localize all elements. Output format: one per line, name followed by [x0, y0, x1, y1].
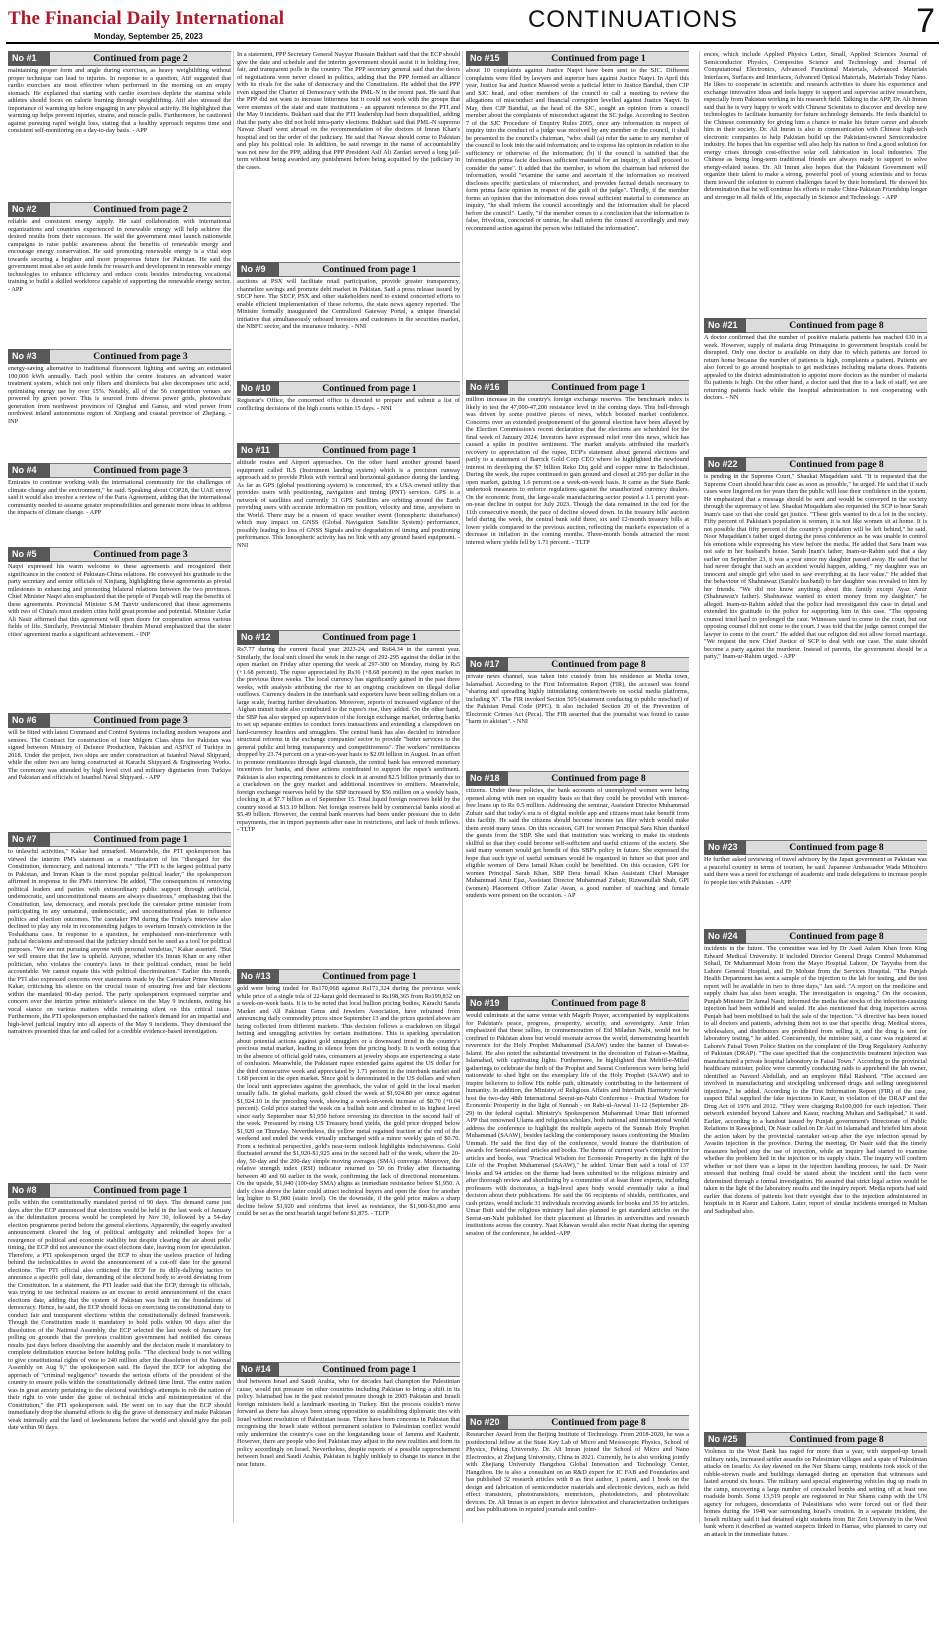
column-1 — [8, 51, 231, 1523]
continuation-article — [466, 51, 689, 377]
article-body: auctions at PSX will facilitate retail participation, provide greater transparency, channelize savings and promote debt market in Pakistan. Said a press release issued by SECP here. The SECP, PSX and other stakeholders need to extend concerted efforts to enable efficient implementation of these reforms, the state news agency reported. The Minister formally inaugurated the Centralized Gateway Portal, a unique financial initiative that simultaneously onboard investors and customers in the securities market, the NBFC sector, and the insurance industry. - NNI — [237, 278, 460, 330]
continuation-article — [237, 381, 460, 440]
continuation-article — [466, 771, 689, 993]
continuation-article — [8, 463, 231, 544]
continuation-article — [237, 262, 460, 378]
section-title: CONTINUATIONS — [528, 6, 738, 33]
article-header — [237, 969, 460, 984]
article-number: No #14 — [237, 1362, 279, 1377]
article-header — [237, 443, 460, 458]
article-body: incidents in the future. The committee was led by Dr Asad Aslam Khan from King Edward Medical University. It included Director General Drugs Control Muhammad Sohail, Dr Muhammad Moin from the Mayo Hospital Lahore, Dr Tayyaba from the Lahore General Hospital, and Dr Mohsin from the Services Hospital. "The Punjab Health Department has sent a sample of the injection to the lab for testing, and the test report will be available in two to three days," Jan said. "A report on the medicine and supply chain has also been sought. The investigation is ongoing." On the occasion, Punjab Minister Dr Jamal Nasir, informed the media that stocks of the infection-causing injection had been withheld and sealed. He also mentioned that drug inspectors across Punjab had been mobilised to halt the sale of the injection. "A directive has been issued to all doctors and patients, advising them not to use that specific drug. Medical stores, wholesalers, and distributors are prohibited from selling it, and the drug is sent for laboratory testing," he added. Concurrently, the minister said, a case was registered at Lahore's Faisal Town Police Station on the complaint of the Drug Regulatory Authority of Pakistan (DRAP). "The case specified that the conjunctivitis treatment injection was manufactured a private hospital laboratory in Faisal Town." According to the provincial healthcare minister, police were currently conducting raids to apprehend the lab owner, identified as Naveed Abdullah, and an employee Bilal Rasheed. "The accused are involved in manufacturing and stockpiling unlicensed drugs and selling unregistered injections," he added. According to the First Information Report (FIR) of the case, suspect Bilal supplied the fake injections in Kasur, in violation of the DRAP and the Drug Act of 1976 and 2012. "They were charging Rs100,000 for each injection. Their network extended beyond Lahore and Kasur, reaching Multan and Sadiqabad," it said. Earlier, according to a handout issued by Punjab government's Directorate of Public Relations in Rawalpindi, Dr Nasir called on Dr Asif in Islamabad and briefed him about the action taken by the provincial caretaker set-up after the eye infection spread by Avastin injection in the province. During the meeting, Dr Nasir said that the timely measures helped stop the use of injection, while an inquiry had started to examine whether the problem lied in the injection or its supply chain. The inquiry will confirm whether or not there was a lapse in the injection handling process, he said. Dr Nasir stressed that nothing final could be stated about the incident until the facts were determined through a formal investigation. He assured that strict legal action would be taken in the light of the laboratory results and the inquiry report. Media reports had said earlier that dozens of patients lost their eyesight due to the injection administered in hospitals in in Kasur and Lahore. Later, report of similar incidents emerged in Multan and Sadiqabad also. — [704, 945, 927, 1215]
article-number: No #24 — [704, 929, 746, 944]
article-header — [237, 630, 460, 645]
continued-from-label: Continued from page 8 — [746, 457, 927, 472]
article-number: No #11 — [237, 443, 279, 458]
masthead — [6, 4, 939, 44]
article-header — [704, 929, 927, 944]
continued-from-label: Continued from page 1 — [279, 969, 460, 984]
column-divider — [699, 51, 700, 1523]
article-header — [466, 657, 689, 672]
article-number: No #15 — [466, 51, 508, 66]
continued-from-label: Continued from page 2 — [50, 51, 231, 66]
continuation-article — [466, 996, 689, 1412]
article-number: No #1 — [8, 51, 50, 66]
continued-from-label: Continued from page 8 — [746, 1432, 927, 1447]
column-2 — [237, 51, 460, 1523]
continued-from-label: Continued from page 1 — [50, 832, 231, 847]
article-body: Rs7.77 during the current fiscal year 2023-24, and Rs64.34 in the current year. Similarly, the local unit closed the week in the range of 292-295 against the dollar in the open market on Friday after opening the week at 297-300 on Monday, rising by Rs5 (+1.68 percent). The rupee appreciated by Rs36 (+8.68 percent) in the open market in the previous three weeks. The local currency has significantly gained in the past three weeks, with analysts attributing the rise to an ongoing crackdown on illegal dollar outflows. Currency dealers in the interbank said exporters have been selling dollars on a large scale, fearing further devaluation. Moreover, reports of increased vigilance of the Afghan transit trade also contributed to the rupee's rise, they added. On the other hand, the SBP has also stepped up supervision of the foreign exchange market, ordering banks to set up separate entities to conduct forex transactions and extending a clampdown on hard-currency hoarders and smugglers. The central bank has also decided to introduce structural reforms in the exchange companies' sector to provide "better services to the general public and bring transparency and competitiveness". The workers' remittances dropped by 23.74 percent on a year-on-year basis to $2.09 billion in August. In an effort to promote remittances through legal channels, the central bank has removed monetary incentives for banks, and these actions contributed to support the rupee's sentiment. Pakistan is also expecting remittances to clock in at around $2.5 billion primarily due to a crackdown on the grey market and additional incentives to emitters. Meanwhile, foreign exchange reserves held by the SBP increased by $56 million on a weekly basis, clocking in at $7.7 billion as of September 15. Total liquid foreign reserves held by the country stood at $13.19 billion. Net foreign reserves held by commercial banks stood at $5.49 billion. However, the central bank reserves had been under pressure due to debt repayments, rise in import payments after ease in restrictions, and lack of fresh inflows. - TLTP — [237, 646, 460, 833]
article-header — [8, 349, 231, 364]
article-number: No #23 — [704, 840, 746, 855]
continued-from-label: Continued from page 8 — [508, 771, 689, 786]
article-body: citizens. Under these policies, the bank accounts of unemployed women were being opened along with men on equality basis so that they could be provided with interest-free loans up to Rs 0.5 million. Addressing the seminar, Assistant Director Muhammad Zubair said that today's era is of digital mobile app and citizens must take benefit from this facility. He said the citizens should become income tax filer which would make them avoid many taxes. On this occasion, GPI for women Principal Sara Khan thanked the guests from the SBP. She said that institution was working to make its students skillful so that they could become self-sufficient and useful citizens of the society. She said many women would get benefit of this SBP's policy in future. She expressed the hope that such type of useful seminars would be organized in future so that poor and eligible women of Dera Ismail Khan could be benefitted. On this occasion, GPI for women Principal Sarah Khan, SBP Dera Ismail Khan Assistant Chief Manager Muhammad Amir Ejaz, Assistant Director Muhammad Zubair, Rizwanullah Shah, GPI (women) Placement Officer Zafar Awan, a good number of teaching and female students were present on the occasion. - AP — [466, 787, 689, 899]
article-number: No #12 — [237, 630, 279, 645]
article-header — [466, 51, 689, 66]
article-number: No #2 — [8, 202, 50, 217]
article-body: is pending in the Supreme Court," Shaukat Muqaddam said. "It is requested that the Supreme Court should hear this case as soon as possible," he urged. He said that if such cases were lingered on for years then the public will lose their confidence in the system. He emphasized that a message should be sent and would be conveyed in the society through the supremacy of law. Shaukat Muqaddam also requested the SCP to hear Sarah Inam's case so that she could get justice. "These girls wanted to do a lot in the society. Fifty percent of Pakistan's population is women, it is not like women sit at home. It is not possible that fifty percent of the country's population will be left behind," he said. Noor Muqaddam's father urged during the press conference as he was unable to control his emotions while expressing his view before the media. He added that Sara Inam was not safe in her husband's house. Sarah Inam's father, Inam-ur-Rahim said that a day earlier on September 23, it was a year since my daughter passed away. He said that he had never thought that such an accident would happen, adding, " my daughter was an innocent and simple girl who used to saw everything at its face value." He added that the behaviour of Shahnawaz (Sarah's husband) to her daughter was revealed to him by her friends. "We did not know anything about this family except Ayaz Amir (Shahnawaz's father). Shahnawaz wanted to extort money from my daughter," he alleged. Inam-ur-Rahim added that the police had investigated this case in detail and extended his gratitude to the police for supporting him in this case. "The opposing counsel tried hard to prolonged the case. Witnesses used to come to the court, but our opposing counsel did not come to the court. I was told that the judge cannot compel the lawyer to come to the court." He added that our religion did not allow forced marriage. "We request the new Chief Justice of SCP to deal with our case. The state should become a party against the murderer. Instead of parents, the government should be a party," Inam-ur-Rahim urged. - APP — [704, 473, 927, 660]
article-body: will be fitted with latest Command and Control Systems including modern weapons and sensors. The Contract for construction of four Milgem Class ships for Pakistan was signed between Ministry of Defence Production, Pakistan and ASFAT of Turkiye in 2018. Under the project, two ships are under construction at Istanbul Naval Shipyard, while the other two are being constructed at Karachi Shipyard & Engineering Works. The ceremony was attended by high level civil and military dignitaries from Turkiye and Pakistan and officials of Istanbul Naval Shipyard. - APP — [8, 729, 231, 781]
article-header — [8, 547, 231, 562]
article-header — [466, 996, 689, 1011]
article-header — [8, 713, 231, 728]
continued-from-label: Continued from page 8 — [746, 318, 927, 333]
article-number: No #6 — [8, 713, 50, 728]
article-number: No #21 — [704, 318, 746, 333]
article-body: about 10 complaints against Justice Naqvi have been sent to the SJC. Different complaints were filed by lawyers and superior bars against Justice Naqvi. In April this year, Justice Isa and Justice Masood wrote a judicial letter to Justice Bandial, then CJP and SJC head, and other members of the council to call a meeting to review the allegations of misconduct and financial corruption levelled against Justice Naqvi. In May, then CJP Bandial, as the head of the SJC, sought an opinion from a council member about the complaints of misconduct against the SC judge. According to Section 7 of the SJC Procedure of Enquiry Rules 2005, once any information in respect of inquiry into the conduct of a judge was received by any member or the council, it shall be presented to the council's chairman, "who: shall (a) refer the same to any member of the council to look into the said information; and to express his opinion in relation to the sufficiency or otherwise of the information; (b) if the council is satisfied that the information prima facie discloses sufficient material for an inquiry, it shall proceed to consider the same". It added that the member, to whom the chairman had referred the information, would "examine the same and ascertain if the information so received discloses specific particulars of misconduct, and provides factual details necessary to form prima facie opinion in respect of the guilt of the judge". Thirdly, if the member forms an opinion that the information does reveal sufficient material to commence an inquiry, "he shall inform the council accordingly and the information shall be placed before the council". Lastly, "if the member comes to a conclusion that the information is false, frivolous, concocted or untrue, he shall inform the council accordingly and may recommend action against the person who initiated the information". — [466, 67, 689, 232]
article-header — [704, 840, 927, 855]
article-body: A doctor confirmed that the number of positive malaria patients has reached 630 in a week. However, supply of malaria drug Primaquine to government hospitals could be disrupted. Only one doctor is available on duty due to which patients are forced to return home because the number of patients is high, complaints a patient. Patients are also forced to go around hospitals to get medicines including malaria doses. Patients appealed to the district administration to appoint more doctors as the number of malaria flu patients is high. On the other hand, a doctor said that due to a lack of staff, we are returning patients back while the hospital administration is not cooperating with doctors. - NN — [704, 334, 927, 401]
continuation-article — [704, 457, 927, 837]
article-body: altitude routes and Airport approaches. On the other hand another ground based equipment called ILS (Instrument landing system) which is a precision runway approach aid to provide Pilots with vertical and horizontal guidance during the landing. As far as GPS (global positioning system) is concerned, it's a USA owned utility that provides users with positioning, navigation and timing (PNT) services. GPS is a network of satellites and currently 31 GPS Satellites are orbiting around the Earth providing users with accurate information on position, velocity and time, anywhere in the World. There may be a reason of space weather event (Ionospheric disturbance) which may impact on GNSS (Global Navigation Satellite System) performance, possibly leading to loss of GNSS Signals and/or degradation of timing and positioning performance. This Ionospheric activity has no link with any ground based equipment. - NNI — [237, 459, 460, 549]
continuation-article — [466, 380, 689, 654]
article-body: polls within the constitutionally mandated period of 90 days. The demand came just days after the ECP announced that elections would be held in the last week of January as the delimitation process would be completed by Nov 30, followed by a 54-day election programme period before the general elections. Apparently, the eagerly awaited announcement cleared the fog of political ambiguity and rekindled hopes for a resurgence of political and economic stability but despite clearing the air about polls' timing, the ECP did not announce the exact elections date, leaving room for speculation. Therefore, a PTI spokesperson urged the ECP to shun the useless practice of hiding behind the technicalities to avoid the announcement of a cut-off date for the general elections. The PTI official also criticised the ECP for its dilly-dallying tactics to announce a specific poll date, demanding of the electoral body to avoid deviating from the Constitution. In a statement, the PTI leader said that the ECP, through its officials, was trying to use technical reasons as an excuse to avoid announcement of the exact elections date, adding that the system of Pakistan was built on the foundations of democracy. Hence, he said, the ECP should focus on exercising its constitutional duty to conduct fair and transparent elections within the constitutionally defined framework. Though the Constitution made it mandatory to hold polls within 90 days after the dissolution of the National Assembly, the ECP selected the last week of January for polling on grounds that the previous coalition government had notified the census results just days before dissolving the assembly and the decision made it mandatory to complete delimitation exercise before holding polls. "The electoral body is not willing to give constitutional rights of vote to 240 million after the dissolution of the National Assembly on Aug 9," the spokesperson said. He flayed the ECP for adopting the approach of "criminal negligence" towards the serious efforts of the president of the country to ensure polls within the constitutionally defined time limit. The entire nation was in great anxiety pertaining to the electoral watchdog's attempts to rob the nation of their right to vote under the guise of technical tricks and misinterpretation of the Constitution," the PTI spokesperson said. He went on to say that the ECP should immediately drop the shameful efforts to dig the grave of democracy and make Pakistan weak internally and the land of lawlessness before the world and should give the poll date within 90 days. — [8, 1199, 231, 1431]
article-header — [237, 1362, 460, 1377]
continued-from-label: Continued from page 1 — [508, 380, 689, 395]
article-header — [8, 202, 231, 217]
continued-from-label: Continued from page 1 — [279, 443, 460, 458]
article-header — [704, 1432, 927, 1447]
continued-from-label: Continued from page 8 — [508, 996, 689, 1011]
article-number: No #16 — [466, 380, 508, 395]
continuation-article — [8, 51, 231, 199]
article-number: No #20 — [466, 1415, 508, 1430]
continuation-article — [704, 1432, 927, 1628]
article-body: energy-saving alternative to traditional fluorescent lighting and saving an estimated 100,000 kWh annually. Each pool within the centre features an advanced water treatment system, which not only filters and disinfects but also decomposes uric acid, optimising energy use by over 15%. Notably, all of the 56 competition venues are powered by green power. This is sourced from diverse power grids, photovoltaic generation from northwest provinces of Qinghai and Gansu, and wind power from northwest inland autonomous region of Xinjiang and coastal province of Zhejiang. - INP — [8, 365, 231, 425]
continuation-article — [8, 349, 231, 460]
article-header — [8, 463, 231, 478]
article-body: deal between Israel and Saudi Arabia, who for decades had champion the Palestinian cause, would put pressure on other countries including Pakistan to bring a shift in its policy. Islamabad has in the past resisted pressure though in 2005 Pakistan and Israeli foreign ministers held a landmark meeting in Turkey. But the process couldn't move forward as there has always been strong opposition to establishing diplomatic ties with Israel without resolution of Palestinian issue. There have been concerns in Pakistan that recognising the Israeli state without permanent solution to Palestinian conflict would only undermine the country's case on the longstanding issue of Jammu and Kashmir. However, there are people who feel Pakistan may adjust to the new realities and form its policy accordingly on Israel. Nevertheless, despite reports of a possible rapprochement between Israel and Saudi Arabia, Pakistan is highly unlikely to change its stance in the near future. — [237, 1378, 460, 1468]
continued-from-label: Continued from page 8 — [746, 929, 927, 944]
column-divider — [233, 51, 234, 1523]
article-header — [704, 457, 927, 472]
publication-name: The Financial Daily International — [8, 8, 285, 29]
continued-from-label: Continued from page 1 — [279, 381, 460, 396]
continuation-article — [8, 713, 231, 829]
article-number: No #7 — [8, 832, 50, 847]
article-body: reliable and consistent energy supply. He said collaboration with international organizations and countries experienced in renewable energy will help achieve the desired results from their successes. He said the government must launch nationwide campaigns to raise public awareness about the benefits of renewable energy and encourage energy conservation. He said promoting renewable energy is a vital step towards securing a brighter and more prosperous future for Pakistan. He said the government must also set aside funds for research and development in renewable energy technologies to enhance efficiency and reduce costs besides introducing vocational training to build a skilled workforce capable of supporting the renewable energy sector. - APP — [8, 218, 231, 293]
continued-from-label: Continued from page 1 — [50, 1183, 231, 1198]
continuation-article — [8, 832, 231, 1180]
article-number: No #5 — [8, 547, 50, 562]
article-header — [8, 1183, 231, 1198]
continued-from-label: Continued from page 3 — [50, 713, 231, 728]
article-body: Naqvi expressed his warm welcome to these agreements and recognized their significance in the context of Pakistan-China relations. He conveyed his gratitude to the party secretary and senior officials of Xinjiang, highlighting these agreements as pivotal milestones in enhancing and promoting bilateral relations between the two provinces. Chief Minister Naqvi also emphasized that the people of Punjab will reap the benefits of these agreements. Provincial Minister S.M Tanvir underscored that these agreements with two of China's most modern cities hold great promise and potential. Minister Azfar Ali Nasir affirmed that this agreement will open doors for cooperation across various fields of life. Similarly, Provincial Minister Ibrahim Murad emphasized that the sister cities' agreement marks a significant achievement. - INP — [8, 563, 231, 638]
continued-from-label: Continued from page 3 — [50, 463, 231, 478]
continued-from-label: Continued from page 3 — [50, 349, 231, 364]
article-header — [8, 832, 231, 847]
continued-from-label: Continued from page 8 — [508, 657, 689, 672]
continuation-article — [704, 929, 927, 1429]
continued-from-label: Continued from page 1 — [279, 630, 460, 645]
continued-from-label: Continued from page 1 — [279, 1362, 460, 1377]
continuation-article — [704, 840, 927, 926]
article-body: maintaining proper form and angle during exercises, as heavy weightlifting without proper technique can lead to injuries. In response to a question, Atif suggested that cardio exercises are most effective when performed in the morning on an empty stomach. He explained that starting with cardio exercises deplete the stamina while athletes should focus on calorie burning through weightlifting. Atif also stressed the importance of warming up before engaging in any physical activity. He highlighted that warming up helps prevent injuries, strains, and muscle pulls. Furthermore, he cautioned against pursuing rapid weight loss, stating that a healthy approach requires time and consistent self-monitoring on a day-to-day basis. - APP — [8, 67, 231, 134]
continuation-article — [237, 630, 460, 966]
article-number: No #8 — [8, 1183, 50, 1198]
article-header — [237, 381, 460, 396]
continued-text: In a statement, PPP Secretary General Nayyar Hussain Bukhari said that the ECP should give the date and schedule and the interim government should assist it in holding free, fair, and transparent polls in the country. The PPP secretary general said that the doors of negotiations were never closed in politics, adding that the PPP formed an alliance with its rivals for the sake of democracy and the Constitution. He added that the PPP even signed the Charter of Democracy with the PML-N in the recent past. He said that the PPP did not want to increase bitterness but it could not work with the groups that were enemies of the state and state institutions - an apparent reference to the PTI and the May 9 incidents. Bukhari said that the PTI leadership had been disqualified, adding that the party also did not hold intra-party elections. Bukhari said that PML-N supremo Nawaz Sharif went abroad on the recommendation of the doctors of Imran Khan's hospital and on the order of the judiciary. He said that Nawaz should come to Pakistan and play his political role. In addition, he said revenge in the name of accountability was not new for the PPP, adding that PPP President Asif Ali Zardari served a long jail-term without being awarded any punishment before being acquitted by the judiciary in the cases. — [237, 51, 460, 171]
continuation-article — [237, 443, 460, 627]
article-number: No #25 — [704, 1432, 746, 1447]
article-number: No #4 — [8, 463, 50, 478]
article-body: He further asked reviewing of travel advisory by the Japan government as Pakistan was a peaceful country in terms of tourism, he said. Japanese Ambassador Wada Mitsuhiro said there was a need for exchange of academic and trade delegations to increase people to people ties with Pakistan. - APP — [704, 856, 927, 886]
article-number: No #18 — [466, 771, 508, 786]
continued-text: ences, which include Applied Physics Letter, Small, Applied Sciences Journal of Semiconductor Physics, Composites Science and Technology and Journal of Computational Electronics, Advanced Functional Materials, Advanced Materials Interfaces, Surfaces and Interfaces, Advanced Optical Materials, Materials Today Nano. He likes to cooperate in scientific and research activities to share his experience and exchange innovative ideas and feels happy to support and supervise active researchers, especially from Pakistan working in his research field. Talking to the APP, Dr. Ali Imran said that he is very happy to work with Chinese Scientists to discover and develop new technologies to facilitate humanity for future technology demands. He feels thankful to the Chinese community for giving him a chance to make his future career and absorb him in their society. Dr. Ali Imran is also in communication with Chinese high-tech electronic companies to help Pakistan build up the Pakistani-owned Semiconductor industry. He hopes that his expertise will also help his nation to find a good solution for energy crises through cost-effective solar cell fabrication in local industries. The Chinese as being long-term traditional friends are always ready to support to solve energy-related issues. Dr. Ali Imran also hopes that the Pakistani Government will organize their talent to make a strong, powerful pool of young scientists and to focus them toward the solution to current challenges faced by their homeland. He showed his determination that he will continue his efforts to make China-Pakistan Friendship longer and stronger in all fields of life, especially in Science and Technology. - APP — [704, 51, 927, 201]
continued-from-label: Continued from page 2 — [50, 202, 231, 217]
continuation-article — [237, 1362, 460, 1548]
article-body: Violence in the West Bank has raged for more than a year, with stepped-up Israeli military raids, increased settler assaults on Palestinian villages and a spate of Palestinian attacks on Israelis. As day dawned on the Nur Shams camp, residents took stock of the rubble-strewn roads and buildings damaged during an operation that witnesses said lasted around six hours. The military said special engineering vehicles dug up roads in the camp, uncovering a large number of concealed bombs and setting off at least one roadside bomb. Some 13,519 people are registered in Nur Shams camp with the UN agency for refugees, descendants of Palestinians who were forced out or fled their homes during the 1948 war surrounding Israel's creation. In a separate incident, the Israeli military said it had detained eight students from Bir Zeit University in the West bank whom it described as wanted suspects linked to Hamas, who planned to carry out an attack in the immediate future. — [704, 1448, 927, 1538]
article-body: private news channel, was taken into custody from his residence at Media town, Islamabad. According to the First Information Report (FIR), the accused was found "sharing and spreading highly intimidating content/tweets on social media platforms, including X". The FIR invoked Section 505 (statement conducing to public mischief) of the Pakistan Penal Code (PPC). It also included Section 20 of the Prevention of Electronic Crimes Act (Peca). The FIR asserted that the journalist was found to cause "harm to akistan". - NNI — [466, 673, 689, 725]
article-header — [237, 262, 460, 277]
article-header — [466, 380, 689, 395]
issue-date: Monday, September 25, 2023 — [94, 32, 203, 41]
continuation-article — [237, 969, 460, 1359]
article-body: Emirates to continue working with the international community for the challenges of climate change and the environment," he said. Speaking about COP28, the UAE envoy said it would also involve a review of the Paris Agreement, adding that the international community needed to assume greater responsibilities and generate more ideas to address the impacts of climate change. - APP — [8, 479, 231, 516]
column-divider — [462, 51, 463, 1523]
article-number: No #3 — [8, 349, 50, 364]
article-number: No #17 — [466, 657, 508, 672]
continued-from-label: Continued from page 1 — [279, 262, 460, 277]
article-number: No #9 — [237, 262, 279, 277]
article-number: No #13 — [237, 969, 279, 984]
column-3 — [466, 51, 689, 1523]
continued-from-label: Continued from page 3 — [50, 547, 231, 562]
column-4 — [704, 51, 927, 1538]
article-header — [8, 51, 231, 66]
continuation-article — [704, 318, 927, 454]
article-body: Registrar's Office, the concerned office is directed to prepare and submit a list of conflicting decisions of the high courts within 15 days. - NNI — [237, 397, 460, 412]
continued-from-label: Continued from page 8 — [746, 840, 927, 855]
article-body: would culminate at the same venue with Magrib Prayer, accompanied by supplications for Pakistan's peace, progress, prosperity, security, and sovereignty. Amir Irfan emphasized that these rallies, in commemoration of Eid Miladun Nabi, would not be confined to Pakistan alone but would resonate across the world, demonstrating heartfelt reverence for the Holy Prophet Muhammad (SAAW) under the banner of Dawat-e-Islami. He also noted the substantial investment in the decoration of Faizan-e-Madina, Islamabad, with captivating lights. Furthermore, he highlighted that Mehfil-e-Milad gatherings to celebrate the birth of the Prophet and Seerat Conferences were being held nationwide to shed light on the exemplary life of the Holy Prophet (SAAW) and to inspire believers to follow His noble path, ultimately contributing to the betterment of humanity. In addition, the Ministry of Religious Affairs and Interfaith Harmony would host the two-day 48th International Seerat-un-Nabi Conference - Practical Wisdom for Economic Prosperity in the light of Sunnah - on Rabi-ul-Awwal 11-12 (September 28-29) in the federal capital. Ministry's Spokesperson Muhammad Umar Butt informed APP that renowned Ulama and religious scholars, both national and international would address the conference to highlight the multiple aspects of the Sunnah Holy Prophet Muhammad (SAAW), besides tackling the contemporary issues confronting the Muslim Ummah. He said the first day of the conference, would feature the distribution of awards for Seerat-related articles and books. The theme of current year's competition for articles and books, was "Practical Wisdom for Economic Prosperity in the light of the Life of the Prophet Muhammad (SAAW)," he added. Umar Butt said a total of 137 books and 94 articles on the theme had been submitted to the religious ministry and after thorough review and shortlisting by a committee of at least three experts, including professors with doctorates, a high-level apex body would eventually take a final decision about their publications. He said the 66 recipients of shields, certificates, and cash prizes, would include 31 individuals receiving awards for books and 35 for articles. Umar Butt said the religious ministry had also planned to get standard articles on the Seerat-un-Nabi published for their placement at libraries in universities and research institutions across the country. Naat Khawan would also recite Naat during the opening session of the conference, he added.-APP — [466, 1012, 689, 1237]
continuation-article — [8, 1183, 231, 1599]
continuation-article — [466, 657, 689, 768]
continuation-article — [466, 1415, 689, 1571]
article-body: Researcher Award from the Beijing Institute of Technology. From 2018-2020, he was a postdoctoral fellow at the State Key Lab of Micro and Mesoscopic Physics, School of Physics, Peking University. Dr. Ali Imran joined the School of Micro and Nano Electronics, at Zhejiang University, China in 2021. Currently, he is also working jointly with Zhejiang University Hangzhou Global Innovation and Technology Center, Hangzhou. He is also a consultant on an R&D expert for IC FAB and Foundaries and has published 32 research articles with 8 as first author, 1 patent, and 1 book on the design and fabrication of semiconductor materials and electronic devices, such as field effect transistors, phototransistors, memristors, photodetectors, and photovoltaic devices. Dr. Ali Imran is an expert in device fabrication and characterization techniques and has publications in reputed journals and confer- — [466, 1431, 689, 1513]
article-number: No #10 — [237, 381, 279, 396]
continuation-article — [8, 547, 231, 710]
continued-from-label: Continued from page 8 — [508, 1415, 689, 1430]
article-header — [466, 1415, 689, 1430]
continuation-article — [8, 202, 231, 346]
continued-from-label: Continued from page 1 — [508, 51, 689, 66]
article-header — [704, 318, 927, 333]
article-body: gold were being traded for Rs170,068 against Rs171,324 during the previous week while price of a single tola of 22-karat gold decreased to Rs198,365 from Rs199,832 on a week-on-week basis. It is to be noted that local bullion pricing bodies, Karachi Sarafa Market and All Pakistan Gems and Jewelers Association, have refrained from announcing daily commodity prices since September 13 and the prices quoted above are being collected from different markets. This decision follows a crackdown on illegal betting and smuggling activities by certain institutions. This is sparking speculation about potential actions against gold smugglers or a downward trend in the country's precious metal market, leading to silence from the pricing body. It is worth noting that in the absence of official gold rates, consumers at jewelry shops are experiencing a state of confusion. Meanwhile, the Pakistani rupee extended gains against the US dollar for the third consecutive week and appreciated by 1.71 percent in the interbank market and 1.68 percent in the open market. Since gold is denominated in the US dollars and when the local unit appreciates against the greenback, the value of gold in the local market usually falls. In global markets, gold closed the week at $1,924.80 per ounce against $1,924.10 in the preceding week, showing a week-on-week increase of $0.70 (+0.04 percent). Gold price started the week on a bullish note and climbed to its highest level since early September near $1,950 before reversing its direction in the second half of the week. Pressured by rising US Treasury bond yields, the gold price dropped below $1,920 on Thursday. Nevertheless, the yellow metal regained traction at the end of the weekend and ended the week virtually unchanged with a minor weekly gain of $0.70. From a technical perspective, gold's near-term outlook highlights indecisiveness. Gold fluctuated around the $1,920-$1,925 area in the second half of the week, where the 20-day, 50-day and the 200-day simple moving averages (SMA) converge. Moreover, the relative strength index (RSI) indicator returned to 50 on Friday after fluctuating between 40 and 60 earlier in the week, confirming the lack of directional momentum. On the upside, $1,940 (100-day SMA) aligns as immediate resistance before $1,950. A daily close above the latter could attract technical buyers and open the door for another leg higher to $1,980 (static level). On the downside, if the gold price makes a sharp decline below $1,920 and confirms that level as resistance, the $1,900-$1,890 area could be set as the next bearish target before $1,875. - TLTP — [237, 985, 460, 1217]
page-number: 7 — [916, 2, 935, 40]
article-number: No #22 — [704, 457, 746, 472]
article-header — [466, 771, 689, 786]
article-body: million increase in the country's foreign exchange reserves. The benchmark index is likely to test the 47,000-47,200 resistance level in the coming days. This bull-through was driven by some positive pieces of news, which boosted market confidence. Concerns over an extended postponement of the general election have been allayed by the Election Commission's recent declaration that the elections are scheduled for the final week of January 2024. Investors have expressed relief over this news, which has caused a spike in positive sentiment. The market analysts attributed the market's recovery to appreciation of the rupee, ECP's statement about general elections and partly to a statement of Barrick Gold Corp CEO where he highlighted the newfound interest in developing the $7 billion Reko Diq gold and copper mine in Balochistan. During the week, the rupee continued to gain ground and closed at 295 per dollar in the open market, gaining 1.6 percent on a week-on-week basis. It came as the State Bank undertook measures to enforce regulations against the unauthorized currency dealers. On the economic front, the large-scale manufacturing sector posted a 1.1 percent year-on-year decline in output for July 2023. Though the data remained in the red for the 11th consecutive month, the pace of decline slowed down. In the treasury bills' auction held during the week, the central bank sold three, six and 12-month treasury bills at lower yields compared to the previous auction, reflecting the market's expectation of a decrease in inflation in the coming months. Three-month bonds attracted the most interest where yields fell by 1.71 percent. - TLTP — [466, 396, 689, 546]
article-number: No #19 — [466, 996, 508, 1011]
article-body: to unlawful activities," Kakar had remarked. Meanwhile, the PTI spokesperson has viewed the interim PM's statement as a manifestation of his "disregard for the Constitution, democracy, and national interests." "The PTI is the largest political party in Pakistan, and Imran Khan is the most popular political leader," the spokesperson affirmed in response to the PM's interview. He added, "The consequences of removing political leaders and parties with extraordinary public support through artificial, undemocratic, and unconstitutional means are always disastrous," emphasising that the Constitution, law, democracy, and morals preclude the caretaker prime minister from participating in any unnatural, undemocratic, and unconstitutional plan to influence politics and election outcomes. The caretaker PM during the Friday's interview also declined to play any role in recommending judges to overturn Imran's conviction in the Toshakhana case. In response to a question, he emphasised non-interference with judicial decisions and stressed that the judiciary should not be used as a tool for political purposes. "We are not pursuing anyone with personal vendettas," Kakar asserted. "But we will ensure that the law is upheld. Anyone, whether it's Imran Khan or any other politician, who violates the country's laws in their political conduct, must be held accountable. We cannot equate this with political discrimination." Earlier this month, the PTI also expressed concerns over statements made by the Caretaker Prime Minister Kakar, criticising his silence on the crucial issue of ensuring free and fair elections within the mandated 90-day period. The party spokesperson expressed surprise and concern over the interim prime minister's silence on the May 9 incidents, noting his vocal stance on various matters while remaining silent on this critical issue. Furthermore, the PTI spokesperson emphasised the nation's demand for an impartial and high-level judicial inquiry into all aspects of the May 9 incidents. They dismissed the narratives presented thus far and called for a credible evidence-based investigation. — [8, 848, 231, 1035]
